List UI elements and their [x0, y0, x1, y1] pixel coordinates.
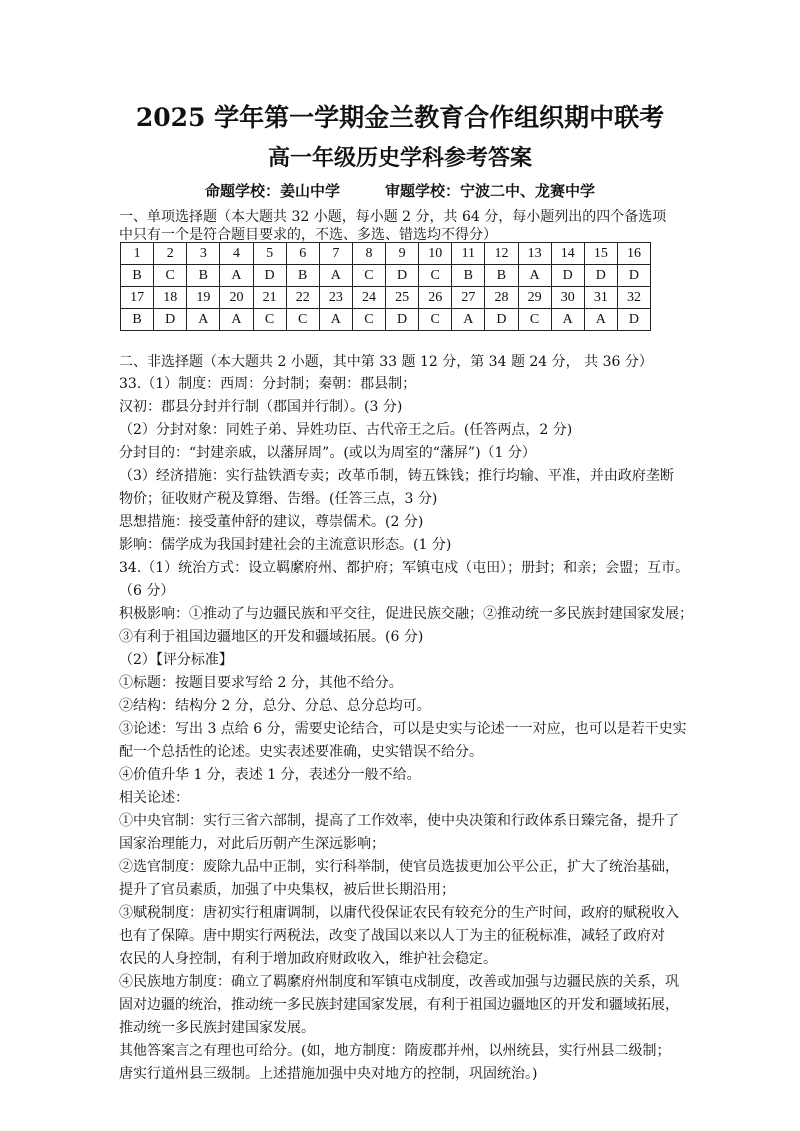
answer-cell: A	[319, 309, 352, 331]
question-number-cell: 1	[121, 243, 154, 265]
answer-cell: A	[187, 309, 220, 331]
question-number-cell: 20	[220, 287, 253, 309]
answer-cell: D	[386, 265, 419, 287]
part2-heading: 二、非选择题（本大题共 2 小题，其中第 33 题 12 分，第 34 题 24 分， 共 36 分）	[119, 354, 653, 370]
answer-cell: C	[286, 309, 319, 331]
answer-cell: B	[121, 265, 154, 287]
answer-cell: B	[187, 265, 220, 287]
answer-cell: B	[452, 265, 485, 287]
part1-heading-line-2: 中只有一个是符合题目要求的，不选、多选、错选均不得分）	[119, 227, 497, 243]
text-line: （2）分封对象：同姓子弟、异姓功臣、古代帝王之后。(任答两点，2 分)	[119, 422, 573, 438]
question-number-cell: 30	[551, 287, 584, 309]
text-line: ②结构：结构分 2 分，总分、分总、总分总均可。	[119, 698, 431, 714]
answer-cell: A	[518, 265, 551, 287]
text-line: 国家治理能力，对此后历朝产生深远影响；	[119, 836, 385, 852]
question-number-cell: 14	[551, 243, 584, 265]
text-line: ④民族地方制度：确立了羁縻府州制度和军镇屯戍制度，改善或加强与边疆民族的关系，巩	[119, 974, 679, 990]
question-number-cell: 8	[352, 243, 385, 265]
answer-cell: C	[352, 265, 385, 287]
answer-cell: C	[419, 265, 452, 287]
question-number-cell: 2	[154, 243, 187, 265]
table-row-answers-1-16	[121, 265, 651, 287]
question-number-cell: 4	[220, 243, 253, 265]
question-number-cell: 25	[386, 287, 419, 309]
school-info: 命题学校：姜山中学 审题学校：宁波二中、龙赛中学	[204, 182, 595, 200]
question-number-cell: 5	[253, 243, 286, 265]
answer-cell: C	[352, 309, 385, 331]
question-number-cell: 7	[319, 243, 352, 265]
answer-cell: A	[220, 265, 253, 287]
answer-cell: D	[485, 309, 518, 331]
question-number-cell: 27	[452, 287, 485, 309]
text-line: （3）经济措施：实行盐铁酒专卖；改革币制，铸五铢钱；推行均输、平准，并由政府垄断	[119, 468, 674, 484]
text-line: 配一个总括性的论述。史实表述要准确，史实错误不给分。	[119, 744, 483, 760]
text-line: 唐实行道州县三级制。上述措施加强中央对地方的控制，巩固统治。)	[119, 1066, 538, 1082]
question-number-cell: 16	[617, 243, 650, 265]
text-line: 34.（1）统治方式：设立羁縻府州、都护府；军镇屯戍（屯田）；册封；和亲；会盟；互市。	[119, 560, 690, 576]
question-number-cell: 11	[452, 243, 485, 265]
text-line: 影响：儒学成为我国封建社会的主流意识形态。(1 分)	[119, 537, 452, 553]
text-line: 积极影响：①推动了与边疆民族和平交往，促进民族交融；②推动统一多民族封建国家发展；	[119, 606, 693, 622]
question-number-cell: 3	[187, 243, 220, 265]
text-line: ④价值升华 1 分，表述 1 分，表述分一般不给。	[119, 767, 421, 783]
question-number-cell: 23	[319, 287, 352, 309]
text-line: 分封目的：“封建亲戚，以藩屏周”。(或以为周室的“藩屏”)（1 分）	[119, 445, 536, 461]
table-row-numbers-1-16	[121, 243, 651, 265]
question-number-cell: 31	[584, 287, 617, 309]
text-line: 其他答案言之有理也可给分。(如，地方制度：隋废郡并州，以州统县，实行州县二级制；	[119, 1043, 671, 1059]
question-number-cell: 10	[419, 243, 452, 265]
answer-cell: B	[485, 265, 518, 287]
answer-cell: A	[551, 309, 584, 331]
question-number-cell: 26	[419, 287, 452, 309]
question-number-cell: 29	[518, 287, 551, 309]
text-line: 农民的人身控制，有利于增加政府财政收入，维护社会稳定。	[119, 951, 497, 967]
text-line: 物价；征收财产税及算缗、告缗。(任答三点，3 分)	[119, 491, 438, 507]
text-line: 提升了官员素质，加强了中央集权，被后世长期沿用；	[119, 882, 455, 898]
text-line: ①标题：按题目要求写给 2 分，其他不给分。	[119, 675, 403, 691]
answer-table	[120, 242, 651, 331]
answer-cell: D	[253, 265, 286, 287]
text-line: ③论述：写出 3 点给 6 分，需要史论结合，可以是史实与论述一一对应，也可以是若干史实	[119, 721, 687, 737]
text-line: ②选官制度：废除九品中正制，实行科举制，使官员选拔更加公平公正，扩大了统治基础，	[119, 859, 679, 875]
text-line: （2）【评分标准】	[119, 652, 233, 668]
text-line: （6 分）	[119, 583, 175, 599]
answer-cell: C	[518, 309, 551, 331]
question-number-cell: 24	[352, 287, 385, 309]
answer-cell: A	[220, 309, 253, 331]
question-number-cell: 18	[154, 287, 187, 309]
question-number-cell: 21	[253, 287, 286, 309]
answer-cell: B	[286, 265, 319, 287]
question-number-cell: 6	[286, 243, 319, 265]
question-number-cell: 32	[617, 287, 650, 309]
page-title: 2025 学年第一学期金兰教育合作组织期中联考	[135, 103, 665, 132]
answer-cell: C	[419, 309, 452, 331]
table-row-answers-17-32	[121, 309, 651, 331]
page-subtitle: 高一年级历史学科参考答案	[267, 145, 532, 171]
answer-cell: A	[319, 265, 352, 287]
answer-cell: D	[154, 309, 187, 331]
answer-cell: D	[617, 309, 650, 331]
table-row-numbers-17-32	[121, 287, 651, 309]
question-number-cell: 15	[584, 243, 617, 265]
answer-cell: D	[386, 309, 419, 331]
question-number-cell: 13	[518, 243, 551, 265]
answer-cell: A	[584, 309, 617, 331]
answer-cell: D	[551, 265, 584, 287]
text-line: 也有了保障。唐中期实行两税法，改变了战国以来以人丁为主的征税标准，减轻了政府对	[119, 928, 665, 944]
question-number-cell: 9	[386, 243, 419, 265]
question-number-cell: 17	[121, 287, 154, 309]
answer-cell: A	[452, 309, 485, 331]
question-number-cell: 22	[286, 287, 319, 309]
text-line: 推动统一多民族封建国家发展。	[119, 1020, 315, 1036]
part1-heading-line-1: 一、单项选择题（本大题共 32 小题，每小题 2 分，共 64 分，每小题列出的四个备选项	[119, 209, 667, 225]
text-line: ③有利于祖国边疆地区的开发和疆域拓展。(6 分)	[119, 629, 424, 645]
answer-cell: D	[584, 265, 617, 287]
text-line: 固对边疆的统治，推动统一多民族封建国家发展，有利于祖国边疆地区的开发和疆域拓展，	[119, 997, 679, 1013]
text-line: ①中央官制：实行三省六部制，提高了工作效率，使中央决策和行政体系日臻完备，提升了	[119, 813, 679, 829]
text-line: ③赋税制度：唐初实行租庸调制，以庸代役保证农民有较充分的生产时间，政府的赋税收入	[119, 905, 679, 921]
text-line: 汉初：郡县分封并行制（郡国并行制）。(3 分)	[119, 399, 403, 415]
answer-cell: C	[253, 309, 286, 331]
question-number-cell: 28	[485, 287, 518, 309]
answer-cell: B	[121, 309, 154, 331]
text-line: 相关论述：	[119, 790, 189, 806]
question-number-cell: 19	[187, 287, 220, 309]
answer-cell: D	[617, 265, 650, 287]
text-line: 思想措施：接受董仲舒的建议，尊崇儒术。(2 分)	[119, 514, 424, 530]
text-line: 33.（1）制度：西周：分封制；秦朝：郡县制；	[119, 376, 417, 392]
question-number-cell: 12	[485, 243, 518, 265]
answer-cell: C	[154, 265, 187, 287]
